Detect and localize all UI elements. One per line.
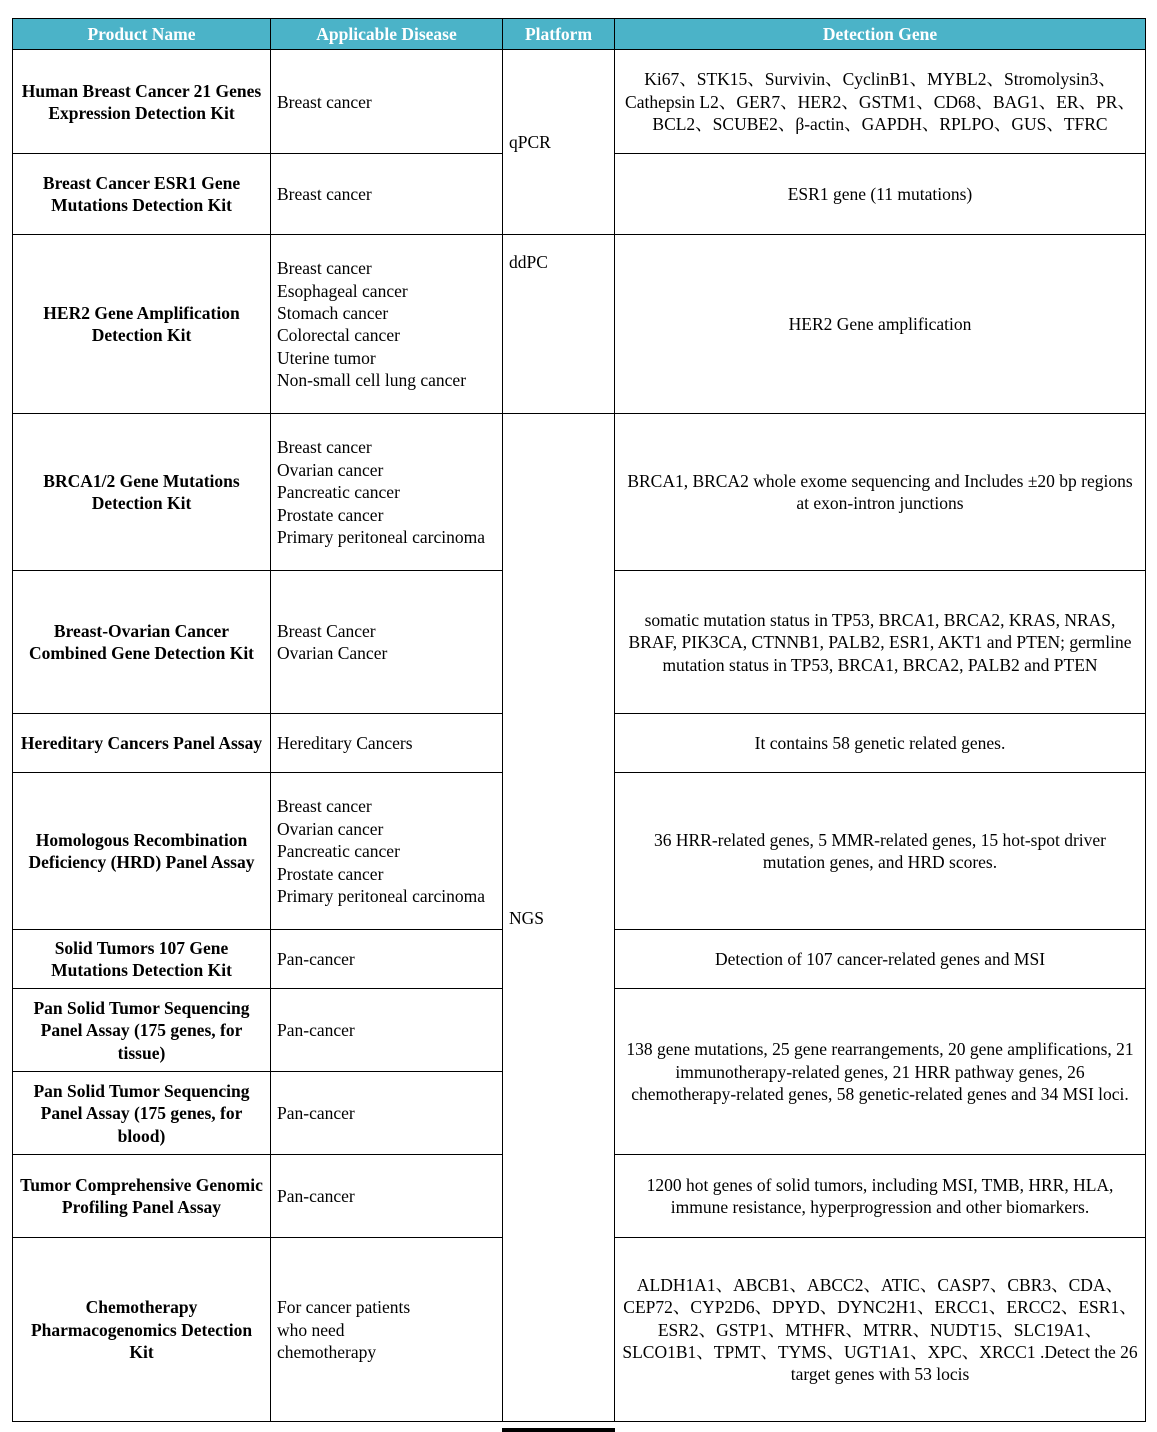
product-name-cell: Breast-Ovarian Cancer Combined Gene Detection Kit [13, 571, 271, 714]
disease-line: Ovarian Cancer [277, 643, 388, 664]
disease-line: Colorectal cancer [277, 325, 400, 346]
platform-cell: qPCR [503, 50, 615, 235]
product-name-cell: Breast Cancer ESR1 Gene Mutations Detection Kit [13, 154, 271, 235]
product-name-cell: Tumor Comprehensive Genomic Profiling Panel Assay [13, 1155, 271, 1238]
applicable-disease-cell: Breast cancer [271, 154, 503, 235]
applicable-disease-cell: Pan-cancer [271, 1072, 503, 1155]
applicable-disease-cell: Breast cancer [271, 50, 503, 154]
applicable-disease-cell [271, 235, 503, 414]
bottom-rule [502, 1428, 615, 1432]
disease-line: Stomach cancer [277, 303, 389, 323]
disease-line: For cancer patients [277, 1297, 411, 1318]
disease-line: Pancreatic cancer [277, 482, 400, 503]
product-name-cell: Solid Tumors 107 Gene Mutations Detection Kit [13, 930, 271, 989]
detection-gene-cell: BRCA1, BRCA2 whole exome sequencing and Includes ±20 bp regions at exon-intron junctions [615, 414, 1146, 571]
product-table [12, 18, 1146, 1422]
applicable-disease-cell: Hereditary Cancers [271, 714, 503, 773]
detection-gene-cell: HER2 Gene amplification [615, 235, 1146, 414]
detection-gene-cell: somatic mutation status in TP53, BRCA1, BRCA2, KRAS, NRAS, BRAF, PIK3CA, CTNNB1, PALB2, ESR1, AKT1 and PTEN; germline mutation status in TP53, BRCA1, BRCA2, PALB2 and PTEN [615, 571, 1146, 714]
applicable-disease-cell [271, 414, 503, 571]
disease-line: Breast cancer [277, 437, 372, 458]
table-header-row [13, 19, 1146, 50]
disease-line: Primary peritoneal carcinoma [277, 526, 485, 547]
applicable-disease-cell: Pan-cancer [271, 930, 503, 989]
applicable-disease-cell [271, 773, 503, 930]
table-head [13, 19, 1146, 50]
product-name-cell: Hereditary Cancers Panel Assay [13, 714, 271, 773]
product-name-cell: Homologous Recombination Deficiency (HRD) Panel Assay [13, 773, 271, 930]
product-name-cell: Pan Solid Tumor Sequencing Panel Assay (175 genes, for blood) [13, 1072, 271, 1155]
detection-gene-cell: Detection of 107 cancer-related genes and MSI [615, 930, 1146, 989]
disease-line: Primary peritoneal carcinoma [277, 885, 485, 906]
detection-gene-cell: It contains 58 genetic related genes. [615, 714, 1146, 773]
disease-line: Breast cancer [277, 258, 372, 279]
disease-line: Ovarian cancer [277, 459, 384, 480]
product-name-cell: Chemotherapy Pharmacogenomics Detection Kit [13, 1238, 271, 1422]
disease-line: Ovarian cancer [277, 818, 384, 839]
column-header-platform: Platform [503, 19, 615, 50]
product-name-cell: HER2 Gene Amplification Detection Kit [13, 235, 271, 414]
detection-gene-cell: 36 HRR-related genes, 5 MMR-related genes, 15 hot-spot driver mutation genes, and HRD scores. [615, 773, 1146, 930]
product-name-cell: Human Breast Cancer 21 Genes Expression Detection Kit [13, 50, 271, 154]
detection-gene-cell: 1200 hot genes of solid tumors, including MSI, TMB, HRR, HLA, immune resistance, hyperprogression and other biomarkers. [615, 1155, 1146, 1238]
applicable-disease-cell: Pan-cancer [271, 989, 503, 1072]
disease-line: Non-small cell lung cancer [277, 370, 467, 391]
applicable-disease-cell [271, 1238, 503, 1422]
column-header-applicable-disease: Applicable Disease [271, 19, 503, 50]
table-row [13, 414, 1146, 571]
disease-line: Pancreatic cancer [277, 841, 400, 862]
detection-gene-cell: ESR1 gene (11 mutations) [615, 154, 1146, 235]
table-row [13, 50, 1146, 154]
platform-cell: NGS [503, 414, 615, 1422]
detection-gene-cell: Ki67、STK15、Survivin、CyclinB1、MYBL2、Stromolysin3、Cathepsin L2、GER7、HER2、GSTM1、CD68、BAG1、ER、PR、BCL2、SCUBE2、β-actin、GAPDH、RPLPO、GUS、TFRC [615, 50, 1146, 154]
column-header-detection-gene: Detection Gene [615, 19, 1146, 50]
disease-line: Prostate cancer [277, 504, 384, 525]
disease-line: Uterine tumor [277, 347, 376, 368]
detection-gene-cell: ALDH1A1、ABCB1、ABCC2、ATIC、CASP7、CBR3、CDA、CEP72、CYP2D6、DPYD、DYNC2H1、ERCC1、ERCC2、ESR1、ESR2、GSTP1、MTHFR、MTRR、NUDT15、SLC19A1、SLCO1B1、TPMT、TYMS、UGT1A1、XPC、XRCC1 .Detect the 26 target genes with 53 locis [615, 1238, 1146, 1422]
disease-line: who need [277, 1319, 345, 1340]
disease-line: Breast cancer [277, 796, 372, 817]
disease-line: Prostate cancer [277, 863, 384, 884]
applicable-disease-cell: Pan-cancer [271, 1155, 503, 1238]
product-name-cell: Pan Solid Tumor Sequencing Panel Assay (175 genes, for tissue) [13, 989, 271, 1072]
disease-line: chemotherapy [277, 1342, 377, 1363]
platform-cell: ddPC [503, 235, 615, 414]
column-header-product-name: Product Name [13, 19, 271, 50]
disease-line: Esophageal cancer [277, 280, 408, 301]
detection-gene-cell: 138 gene mutations, 25 gene rearrangements, 20 gene amplifications, 21 immunotherapy-related genes, 21 HRR pathway genes, 26 chemotherapy-related genes, 58 genetic-related genes and 34 MSI loci. [615, 989, 1146, 1155]
table-row [13, 235, 1146, 414]
product-name-cell: BRCA1/2 Gene Mutations Detection Kit [13, 414, 271, 571]
applicable-disease-cell [271, 571, 503, 714]
disease-line: Breast Cancer [277, 621, 376, 641]
table-body [13, 50, 1146, 1422]
